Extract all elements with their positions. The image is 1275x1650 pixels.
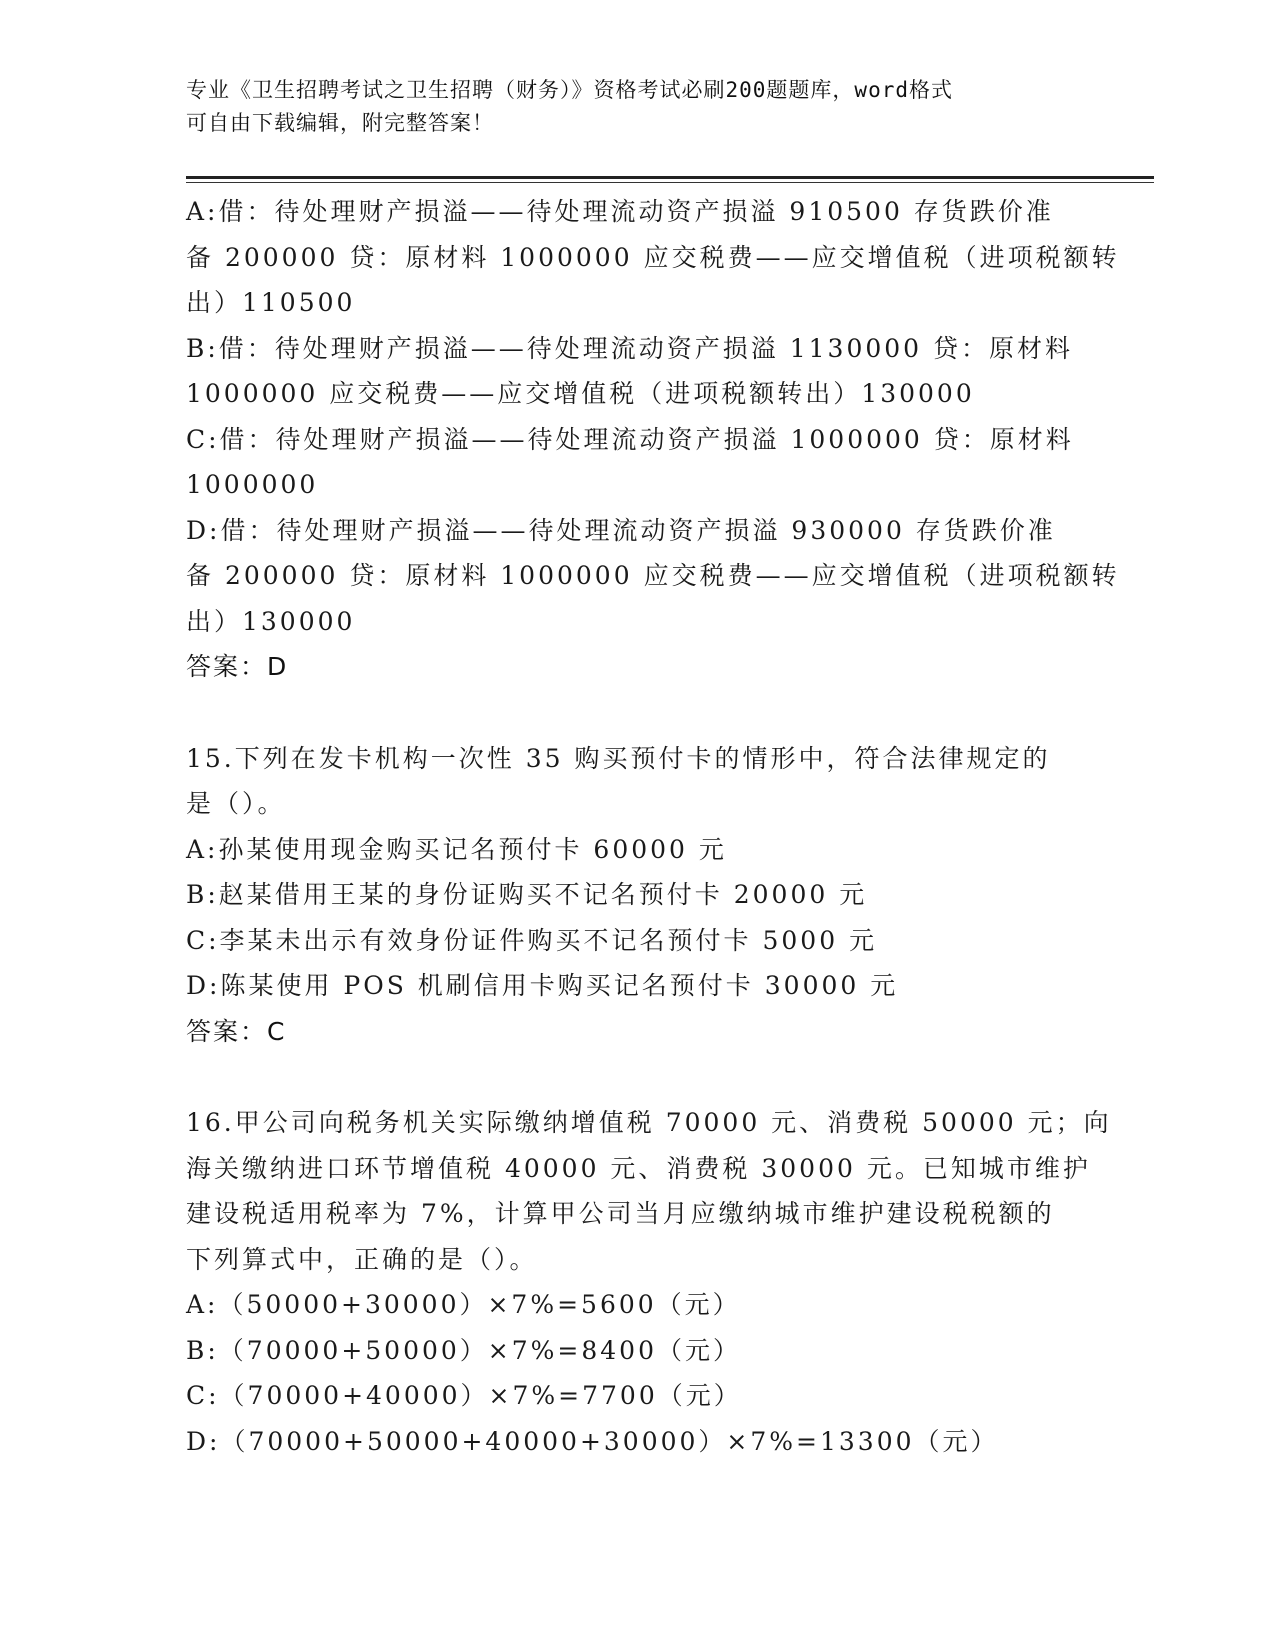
q15-option-d: D:陈某使用 POS 机刷信用卡购买记名预付卡 30000 元: [186, 971, 899, 1000]
q14-option-d-line-2: 备 200000 贷：原材料 1000000 应交税费——应交增值税（进项税额转: [186, 561, 1120, 590]
q15-question-line-1: 15.下列在发卡机构一次性 35 购买预付卡的情形中，符合法律规定的: [186, 743, 1051, 773]
q16-option-c: C:（70000+40000）×7%=7700（元）: [186, 1381, 742, 1410]
header-rule-thin: [186, 182, 1154, 183]
document-body: [186, 189, 1120, 1464]
q15-option-a: A:孙某使用现金购买记名预付卡 60000 元: [186, 834, 727, 864]
q15-option-c: C:李某未出示有效身份证件购买不记名预付卡 5000 元: [186, 925, 878, 955]
q16-question-line-2: 海关缴纳进口环节增值税 40000 元、消费税 30000 元。已知城市维护: [186, 1153, 1091, 1183]
q16-option-b: B:（70000+50000）×7%=8400（元）: [186, 1335, 741, 1365]
q16-question-line-1: 16.甲公司向税务机关实际缴纳增值税 70000 元、消费税 50000 元；向: [186, 1108, 1112, 1137]
q16-question-line-3: 建设税适用税率为 7%，计算甲公司当月应缴纳城市维护建设税税额的: [186, 1199, 1055, 1228]
q14-option-b-line-1: B:借：待处理财产损溢——待处理流动资产损溢 1130000 贷：原材料: [186, 333, 1074, 363]
spacer: [186, 690, 1066, 736]
q14-option-d-line-3: 出）130000: [186, 606, 356, 636]
document-header: [186, 74, 1066, 140]
question-16-block: [186, 1100, 1112, 1464]
spacer: [186, 1054, 1066, 1100]
header-rule-thick: [186, 176, 1154, 179]
q14-option-c-line-2: 1000000: [186, 470, 319, 499]
q14-option-a-line-1: A:借：待处理财产损溢——待处理流动资产损溢 910500 存货跌价准: [186, 197, 1054, 226]
q15-question-line-2: 是（）。: [186, 789, 286, 818]
q16-question-line-4: 下列算式中，正确的是（）。: [186, 1244, 538, 1274]
question-15-block: [186, 736, 1066, 1055]
header-line-2: 可自由下载编辑，附完整答案！: [186, 111, 494, 135]
header-line-1: 专业《卫生招聘考试之卫生招聘（财务）》资格考试必刷200题题库，word格式: [186, 78, 953, 102]
q14-option-d-line-1: D:借：待处理财产损溢——待处理流动资产损溢 930000 存货跌价准: [186, 515, 1056, 545]
q16-option-d: D:（70000+50000+40000+30000）×7%=13300（元）: [186, 1426, 999, 1456]
q14-option-c-line-1: C:借：待处理财产损溢——待处理流动资产损溢 1000000 贷：原材料: [186, 424, 1074, 454]
question-14-block: [186, 189, 1120, 690]
q16-option-a: A:（50000+30000）×7%=5600（元）: [186, 1290, 741, 1319]
q14-option-b-line-2: 1000000 应交税费——应交增值税（进项税额转出）130000: [186, 379, 975, 408]
q14-option-a-line-2: 备 200000 贷：原材料 1000000 应交税费——应交增值税（进项税额转: [186, 242, 1120, 272]
q14-option-a-line-3: 出）110500: [186, 288, 356, 317]
q14-answer: 答案：D: [186, 652, 289, 681]
q15-option-b: B:赵某借用王某的身份证购买不记名预付卡 20000 元: [186, 880, 868, 909]
q15-answer: 答案：C: [186, 1016, 287, 1046]
